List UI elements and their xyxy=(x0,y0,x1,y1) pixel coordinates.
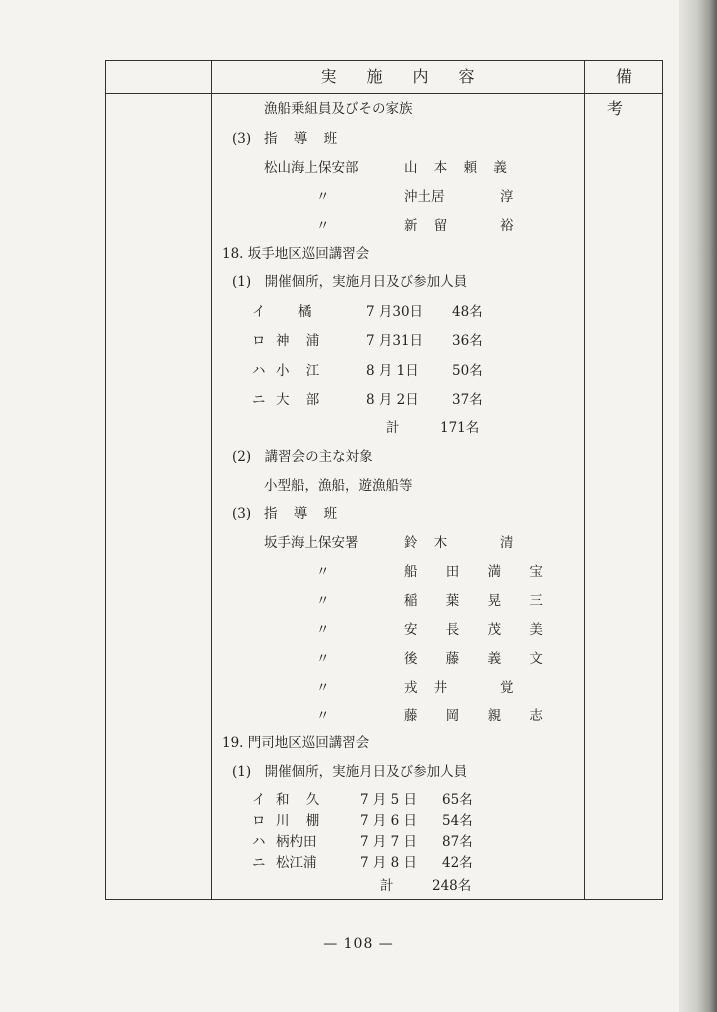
s17-instructors-title: 指 導 班 xyxy=(264,131,344,147)
s17-row-1: 松山海上保安部 山 本 頼 義 xyxy=(264,160,513,176)
s17-instructors-label: (3) 指 導 班 xyxy=(232,131,344,147)
column-divider-left xyxy=(211,61,212,899)
line-fishing-crew: 漁船乗組員及びその家族 xyxy=(264,101,413,117)
s18-instructor-1: 坂手海上保安署 鈴 木 清 xyxy=(264,535,514,551)
s18-venue-4: ニ 大 部 8 月 2日 37名 xyxy=(252,392,483,408)
s19-heading: 19. 門司地区巡回講習会 xyxy=(222,735,370,751)
header-content: 実施内容 xyxy=(320,67,505,86)
s18-instructors-label: (3) 指 導 班 xyxy=(232,506,344,522)
column-divider-right xyxy=(584,61,585,899)
s18-targets-label: (2) 講習会の主な対象 xyxy=(232,449,373,465)
s18-venue-1: イ 橘 7 月30日 48名 xyxy=(252,304,483,320)
header-divider xyxy=(106,93,662,94)
s18-heading: 18. 坂手地区巡回講習会 xyxy=(222,246,370,262)
s19-venue-3: ハ 柄杓田 7 月 7 日 87名 xyxy=(252,834,473,850)
s19-venue-1: イ 和 久 7 月 5 日 65名 xyxy=(252,792,473,808)
s18-venues-title: (1) 開催個所，実施月日及び参加人員 xyxy=(232,274,468,290)
header-remarks: 備考 xyxy=(606,67,650,118)
page-edge-shadow xyxy=(679,0,717,1012)
page-number: — 108 — xyxy=(323,936,394,952)
s18-venue-2: ロ 神 浦 7 月31日 36名 xyxy=(252,333,483,349)
s19-venues-title: (1) 開催個所，実施月日及び参加人員 xyxy=(232,764,468,780)
content-table: 実施内容 備考 漁船乗組員及びその家族 (3) 指 導 班 松山海上保安部 山 本 頼 義 〃 沖土居 淳 〃 新 留 裕 18. 坂手地区巡回講習会 (1) 開催個所，実施月日及び参加人員 イ 橘 7 月30日 48名 ロ 神 浦 7 月31日 36名 ハ 小 江 8 月 1日 50名 ニ 大 部 8 月 2日 37名 計 171名 (2) 講習会の主な対象 小型船，漁船，遊漁船等 (3) 指 導 班 坂手海上保安署 鈴 木 清 〃 船 田 満 宝 〃 稲 葉 晃 三 〃 安 長 茂 美 〃 後 藤 義 文 〃 戎 井 覚 〃 藤 岡 親 志 19. 門司地区巡回講習会 (1) 開催個所，実施月日及び参加人員 イ 和 久 7 月 5 日 65名 ロ 川 棚 7 月 6 日 54名 ハ 柄杓田 7 月 7 日 87名 ニ 松江浦 7 月 8 日 42名 計 248名 xyxy=(105,60,663,900)
s19-venue-4: ニ 松江浦 7 月 8 日 42名 xyxy=(252,855,473,871)
s19-venue-2: ロ 川 棚 7 月 6 日 54名 xyxy=(252,813,473,829)
s18-targets: 小型船，漁船，遊漁船等 xyxy=(264,478,413,494)
s18-venue-3: ハ 小 江 8 月 1日 50名 xyxy=(252,363,483,379)
